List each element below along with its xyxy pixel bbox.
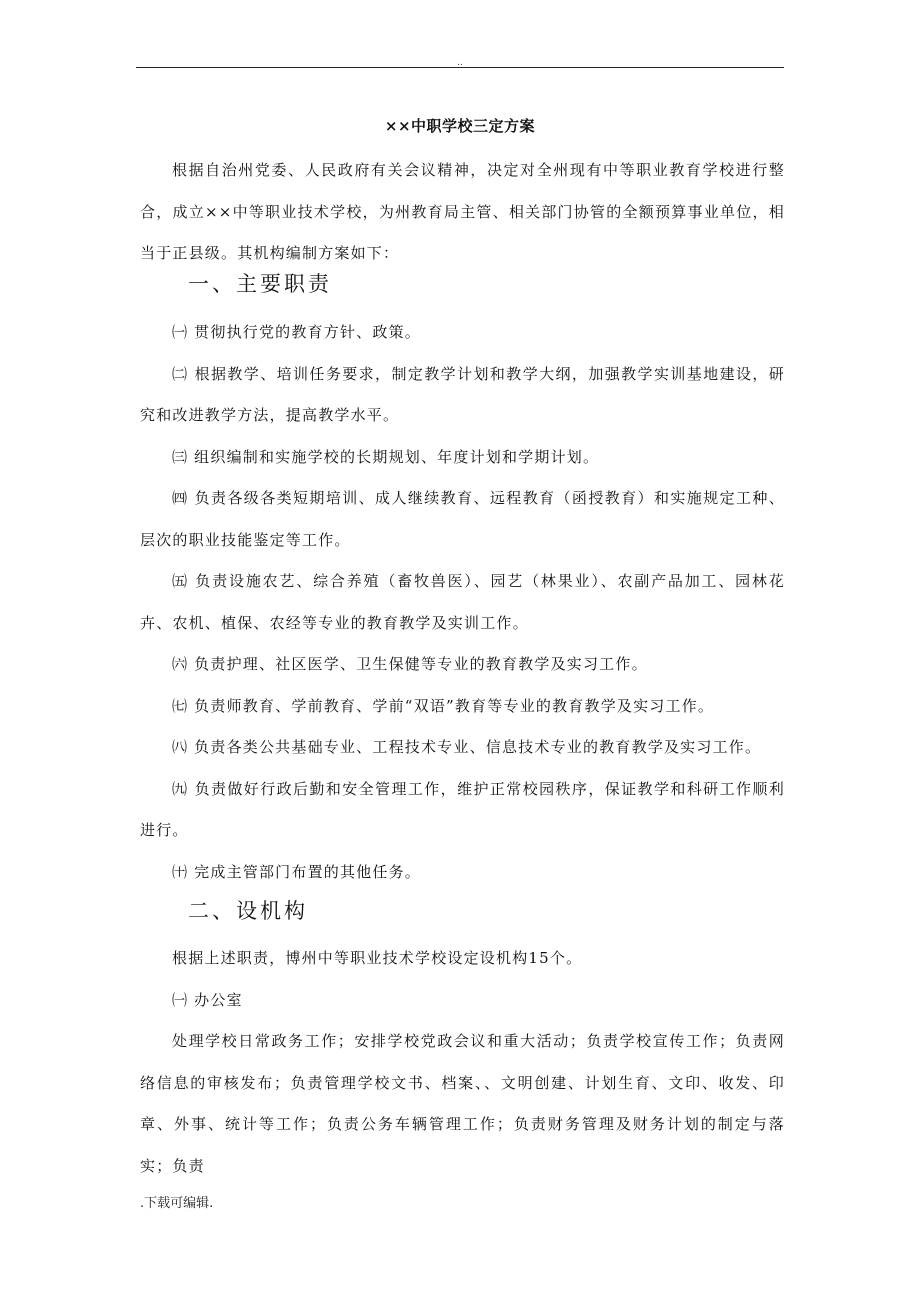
intro-paragraph: 根据自治州党委、人民政府有关会议精神，决定对全州现有中等职业教育学校进行整合，成立××中等职业技术学校，为州教育局主管、相关部门协管的全额预算事业单位，相当于正县级。其机构编制方案如下： [140, 161, 785, 262]
document-title: ××中职学校三定方案 [384, 117, 536, 135]
section1-items [140, 312, 785, 893]
header-mark: .. [457, 58, 463, 68]
list-item: ㈩ 完成主管部门布置的其他任务。 [172, 862, 421, 881]
header-rule [136, 67, 784, 68]
list-item: ㈤ 负责设施农艺、综合养殖（畜牧兽医）、园艺（林果业）、农副产品加工、园林花卉、农机、植保、农经等专业的教育教学及实训工作。 [140, 572, 785, 632]
list-item: ㈣ 负责各级各类短期培训、成人继续教育、远程教育（函授教育）和实施规定工种、层次的职业技能鉴定等工作。 [140, 489, 785, 549]
section2-intro: 根据上述职责，博州中等职业技术学校设定设机构15个。 [172, 949, 583, 967]
list-item: ㈢ 组织编制和实施学校的长期规划、年度计划和学期计划。 [172, 447, 600, 466]
list-item: ㈧ 负责各类公共基础专业、工程技术专业、信息技术专业的教育教学及实习工作。 [172, 738, 762, 756]
section1-heading: 一、主要职责 [188, 272, 332, 296]
list-item: ㈠ 贯彻执行党的教育方针、政策。 [172, 323, 421, 341]
subsection-paragraph: 处理学校日常政务工作；安排学校党政会议和重大活动；负责学校宣传工作；负责网络信息的审核发布；负责管理学校文书、档案、、文明创建、计划生育、文印、收发、印章、外事、统计等工作；负责公务车辆管理工作；负责财务管理及财务计划的制定与落实；负责 [140, 1032, 785, 1175]
intro-block [140, 150, 785, 275]
subsection-title: ㈠ 办公室 [172, 990, 243, 1009]
section2-body [140, 938, 785, 1187]
list-item: ㈥ 负责护理、社区医学、卫生保健等专业的教育教学及实习工作。 [172, 655, 648, 673]
list-item: ㈨ 负责做好行政后勤和安全管理工作，维护正常校园秩序，保证教学和科研工作顺利进行。 [140, 779, 785, 839]
list-item: ㈦ 负责师教育、学前教育、学前“双语”教育等专业的教育教学及实习工作。 [172, 696, 715, 715]
list-item: ㈡ 根据教学、培训任务要求，制定教学计划和教学大纲，加强教学实训基地建设，研究和改进教学方法，提高教学水平。 [140, 364, 785, 424]
footer-note: .下载可编辑. [140, 1196, 214, 1211]
section2-heading: 二、设机构 [188, 899, 308, 923]
